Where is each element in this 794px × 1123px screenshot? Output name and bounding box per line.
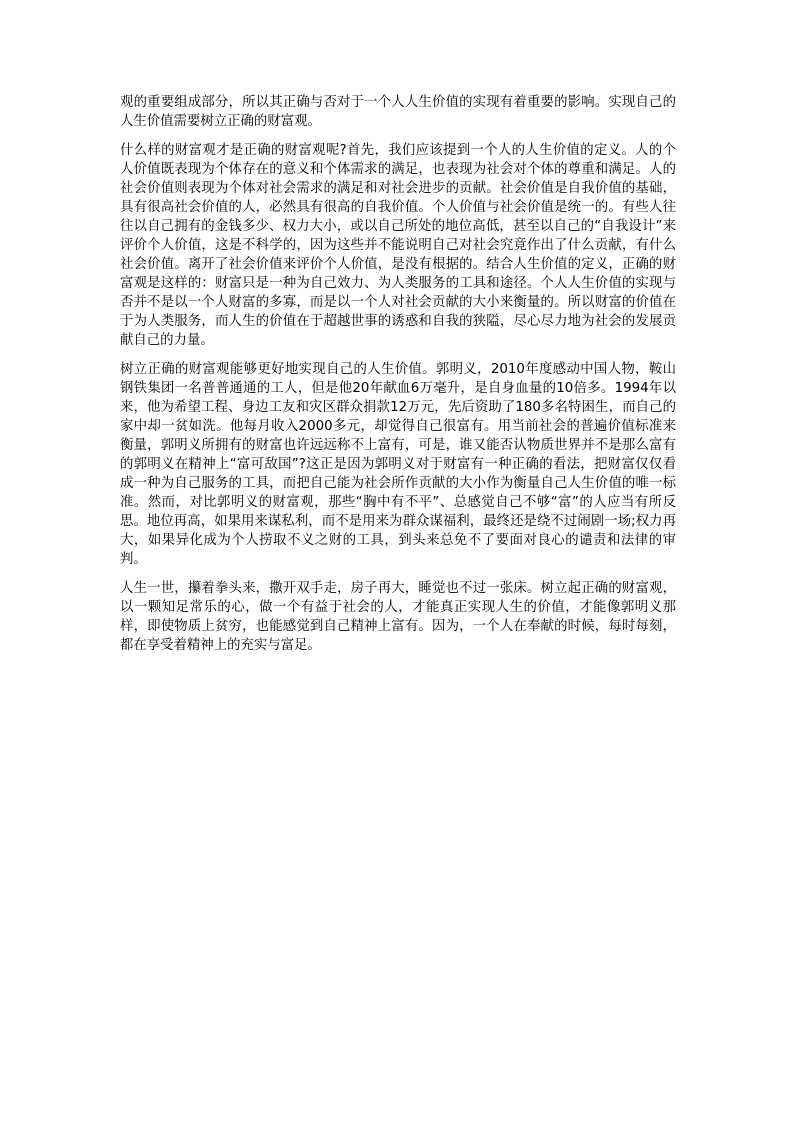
document-body [120,93,676,665]
paragraph-2: 什么样的财富观才是正确的财富观呢?首先，我们应该提到一个人的人生价值的定义。人的个人价值既表现为个体存在的意义和个体需求的满足，也表现为社会对个体的尊重和满足。人的社会价值则表现为个体对社会需求的满足和对社会进步的贡献。社会价值是自我价值的基础，具有很高社会价值的人，必然具有很高的自我价值。个人价值与社会价值是统一的。有些人往往以自己拥有的金钱多少、权力大小，或以自己所处的地位高低，甚至以自己的“自我设计”来评价个人价值，这是不科学的，因为这些并不能说明自己对社会究竟作出了什么贡献，有什么社会价值。离开了社会价值来评价个人价值，是没有根据的。结合人生价值的定义，正确的财富观是这样的：财富只是一种为自己效力、为人类服务的工具和途径。个人人生价值的实现与否并不是以一个人财富的多寡，而是以一个人对社会贡献的大小来衡量的。所以财富的价值在于为人类服务，而人生的价值在于超越世事的诱惑和自我的狭隘，尽心尽力地为社会的发展贡献自己的力量。 [120,143,676,348]
paragraph-3: 树立正确的财富观能够更好地实现自己的人生价值。郭明义，2010年度感动中国人物，鞍山钢铁集团一名普普通通的工人，但是他20年献血6万毫升，是自身血量的10倍多。1994年以来，他为希望工程、身边工友和灾区群众捐款12万元，先后资助了180多名特困生，而自己的家中却一贫如洗。他每月收入2000多元，却觉得自己很富有。用当前社会的普遍价值标准来衡量，郭明义所拥有的财富也许远远称不上富有，可是，谁又能否认物质世界并不是那么富有的郭明义在精神上“富可敌国”?这正是因为郭明义对于财富有一种正确的看法，把财富仅仅看成一种为自己服务的工具，而把自己能为社会所作贡献的大小作为衡量自己人生价值的唯一标准。然而，对比郭明义的财富观，那些“胸中有不平”、总感觉自己不够“富”的人应当有所反思。地位再高，如果用来谋私利，而不是用来为群众谋福利，最终还是绕不过闹剧一场;权力再大，如果异化成为个人捞取不义之财的工具，到头来总免不了要面对良心的谴责和法律的审判。 [120,362,676,567]
paragraph-4: 人生一世，攥着拳头来，撒开双手走，房子再大，睡觉也不过一张床。树立起正确的财富观，以一颗知足常乐的心，做一个有益于社会的人，才能真正实现人生的价值，才能像郭明义那样，即使物质上贫穷，也能感觉到自己精神上富有。因为，一个人在奉献的时候，每时每刻，都在享受着精神上的充实与富足。 [120,581,676,653]
paragraph-1: 观的重要组成部分，所以其正确与否对于一个人人生价值的实现有着重要的影响。实现自己的人生价值需要树立正确的财富观。 [120,95,676,129]
